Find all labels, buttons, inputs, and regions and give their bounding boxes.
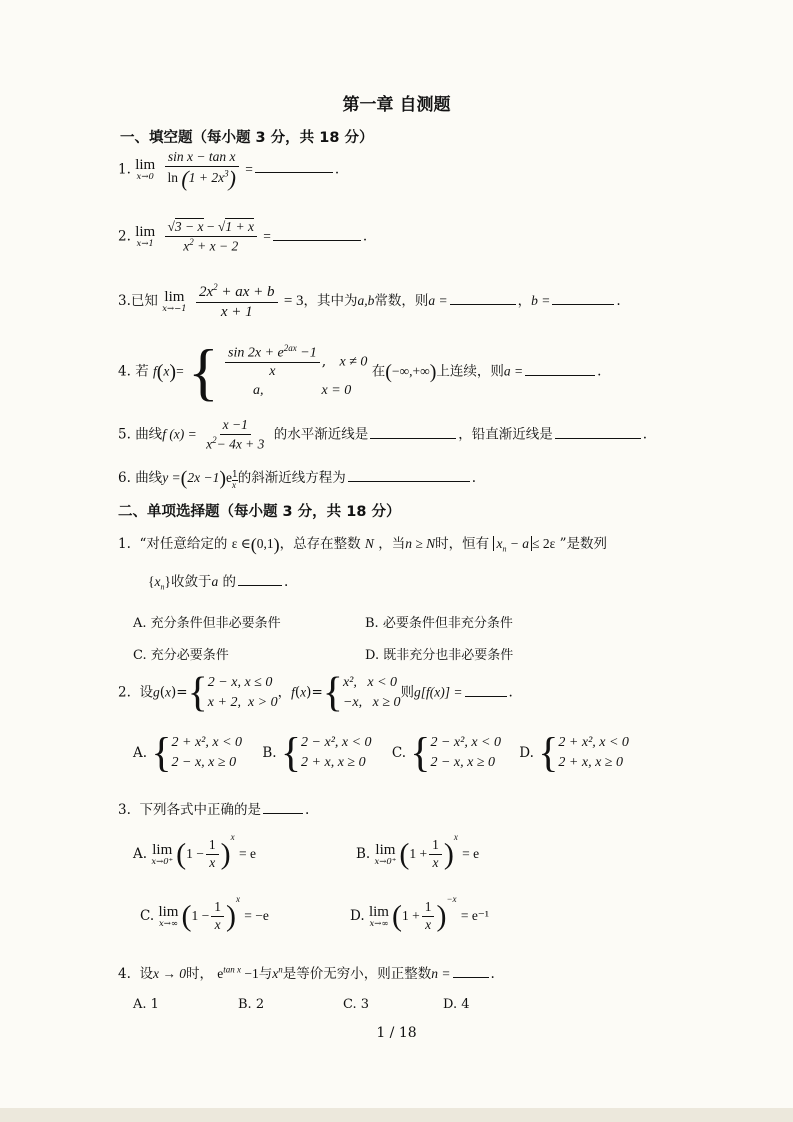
answer-blank-vertical[interactable] [555,426,641,439]
answer-blank-b[interactable] [552,292,614,305]
question-number: 2. [118,684,131,701]
fraction: $\frac{2x^2 + ax + b}{x + 1}$ [196,283,278,320]
question-number: 3. [118,802,131,818]
question-3: 3.已知 lim x→−1 $\frac{2x^2 + ax + b}{x + 1}$ = 3，其中为a,b常数，则a = ，b = . [118,282,621,320]
choice-question-2: 2. 设g(x)={ 2 − x, x ≤ 0 x + 2, x > 0 ，f(x)={ x², x < 0 −x, x ≥ 0 则g[f(x)] = . [118,670,513,716]
piecewise-cases: $\frac{\sin 2x + e^{2ax} -1}{x}$ , x ≠ 0 a, x = 0 [223,344,367,399]
answer-blank[interactable] [273,228,361,241]
option-b[interactable]: B. lim x→0⁺ (1 + $\frac{1}{x}$ )$^x$ = e [356,832,480,871]
piecewise-g: 2 − x, x ≤ 0 x + 2, x > 0 [207,674,278,710]
answer-blank[interactable] [525,363,595,376]
option-b[interactable]: B. 2 [238,997,265,1012]
fraction: $\frac{\sin 2x + e^{2ax} -1}{x}$ [225,344,320,379]
choice-question-4: 4. 设x → 0时， $e^{tan x} -1$与$x^n$是等价无穷小，则正整数n = . [118,964,495,982]
choice-2-options [133,732,629,774]
limit-operator: lim x→1 [135,224,156,250]
question-number: 1. [118,536,131,552]
option-a[interactable]: A. lim x→0⁺ (1 − $\frac{1}{x}$ )$^x$ = e [133,832,256,871]
question-number: 5. [118,426,131,443]
answer-blank[interactable] [238,573,282,586]
choice-question-3: 3. 下列各式中正确的是 . [118,802,310,818]
answer-blank-a[interactable] [450,292,516,305]
question-number: 6. [118,470,131,486]
answer-blank[interactable] [263,801,303,814]
question-5: 5. 曲线f (x) = $\frac{x -1}{x^2- 4x + 3}$ 的水平渐近线是 ，铅直渐近线是 . [118,417,648,452]
question-number: 4. [118,966,131,982]
answer-blank[interactable] [465,684,507,697]
option-c[interactable]: C. 3 [343,997,370,1012]
option-a[interactable]: A. 充分条件但非必要条件 [133,616,281,631]
exponent-fraction: $\frac{1}{x}$ [232,469,238,490]
option-a[interactable]: A. 1 [133,997,159,1012]
question-4: 4. 若 f(x)= { $\frac{\sin 2x + e^{2ax} -1}{x}$ , x ≠ 0 a, x = 0 在(−∞,+∞)上连续，则a = . [118,336,602,407]
question-number: 2. [118,228,131,245]
option-c[interactable]: C. 充分必要条件 [133,648,229,663]
question-number: 1. [118,161,131,178]
option-d[interactable]: D. 既非充分也非必要条件 [365,648,514,663]
option-b[interactable]: B. { 2 − x², x < 0 2 + x, x ≥ 0 [262,730,372,776]
answer-blank[interactable] [348,469,470,482]
answer-blank-horizontal[interactable] [370,426,456,439]
question-number: 4. [118,363,131,380]
question-2: 2. lim x→1 $\frac{√3 - x - √1 + x}{x^2 + x - 2}$ = . [118,219,368,254]
option-c[interactable]: C. lim x→∞ (1 − $\frac{1}{x}$ )$^x$ = −e [140,894,269,933]
page-bottom-edge [0,1108,793,1122]
limit-operator: lim x→0 [135,157,156,183]
question-1: 1. lim x→0 $\frac{\text{sin x − tan x}}{\ln (1 + 2x^3)}$ = . [118,149,340,191]
page-number: 1 / 18 [376,1025,417,1041]
question-6: 6. 曲线y =(2x −1)e $\frac{1}{x}$ 的斜渐近线方程为 . [118,467,477,490]
fraction: $\frac{√3 - x - √1 + x}{x^2 + x - 2}$ [165,220,257,254]
section-fill-in-heading: 一、填空题（每小题 3 分，共 18 分） [120,130,374,146]
fraction: $\frac{x -1}{x^2- 4x + 3}$ [206,417,265,452]
option-a[interactable]: A. { 2 + x², x < 0 2 − x, x ≥ 0 [133,730,243,776]
choice-question-1-cont: $\{x_n\}$收敛于a 的 . [148,574,289,592]
answer-blank[interactable] [453,965,489,978]
section-choice-heading: 二、单项选择题（每小题 3 分，共 18 分） [118,504,401,520]
fraction: $\frac{\text{sin x − tan x}}{\ln (1 + 2x^3)}$ [165,150,239,190]
piecewise-f: x², x < 0 −x, x ≥ 0 [342,674,401,710]
option-d[interactable]: D. 4 [443,997,470,1012]
answer-blank[interactable] [255,160,333,173]
option-b[interactable]: B. 必要条件但非充分条件 [365,616,513,631]
question-number: 3. [118,293,131,309]
limit-operator: lim x→−1 [162,288,187,314]
option-d[interactable]: D. { 2 + x², x < 0 2 + x, x ≥ 0 [519,730,629,776]
choice-question-1: 1. “对任意给定的 ε ∈(0,1)，总存在整数 N ，当n ≥ N时，恒有 $x_n - a \le 2\varepsilon$ ”是数列 [118,534,607,555]
question-text: 已知 [130,293,158,309]
option-d[interactable]: D. lim x→∞ (1 + $\frac{1}{x}$ )$^{-x}$ = e⁻¹ [350,894,489,933]
option-c[interactable]: C. { 2 − x², x < 0 2 − x, x ≥ 0 [391,730,501,776]
page-title: 第一章 自测题 [342,95,451,115]
